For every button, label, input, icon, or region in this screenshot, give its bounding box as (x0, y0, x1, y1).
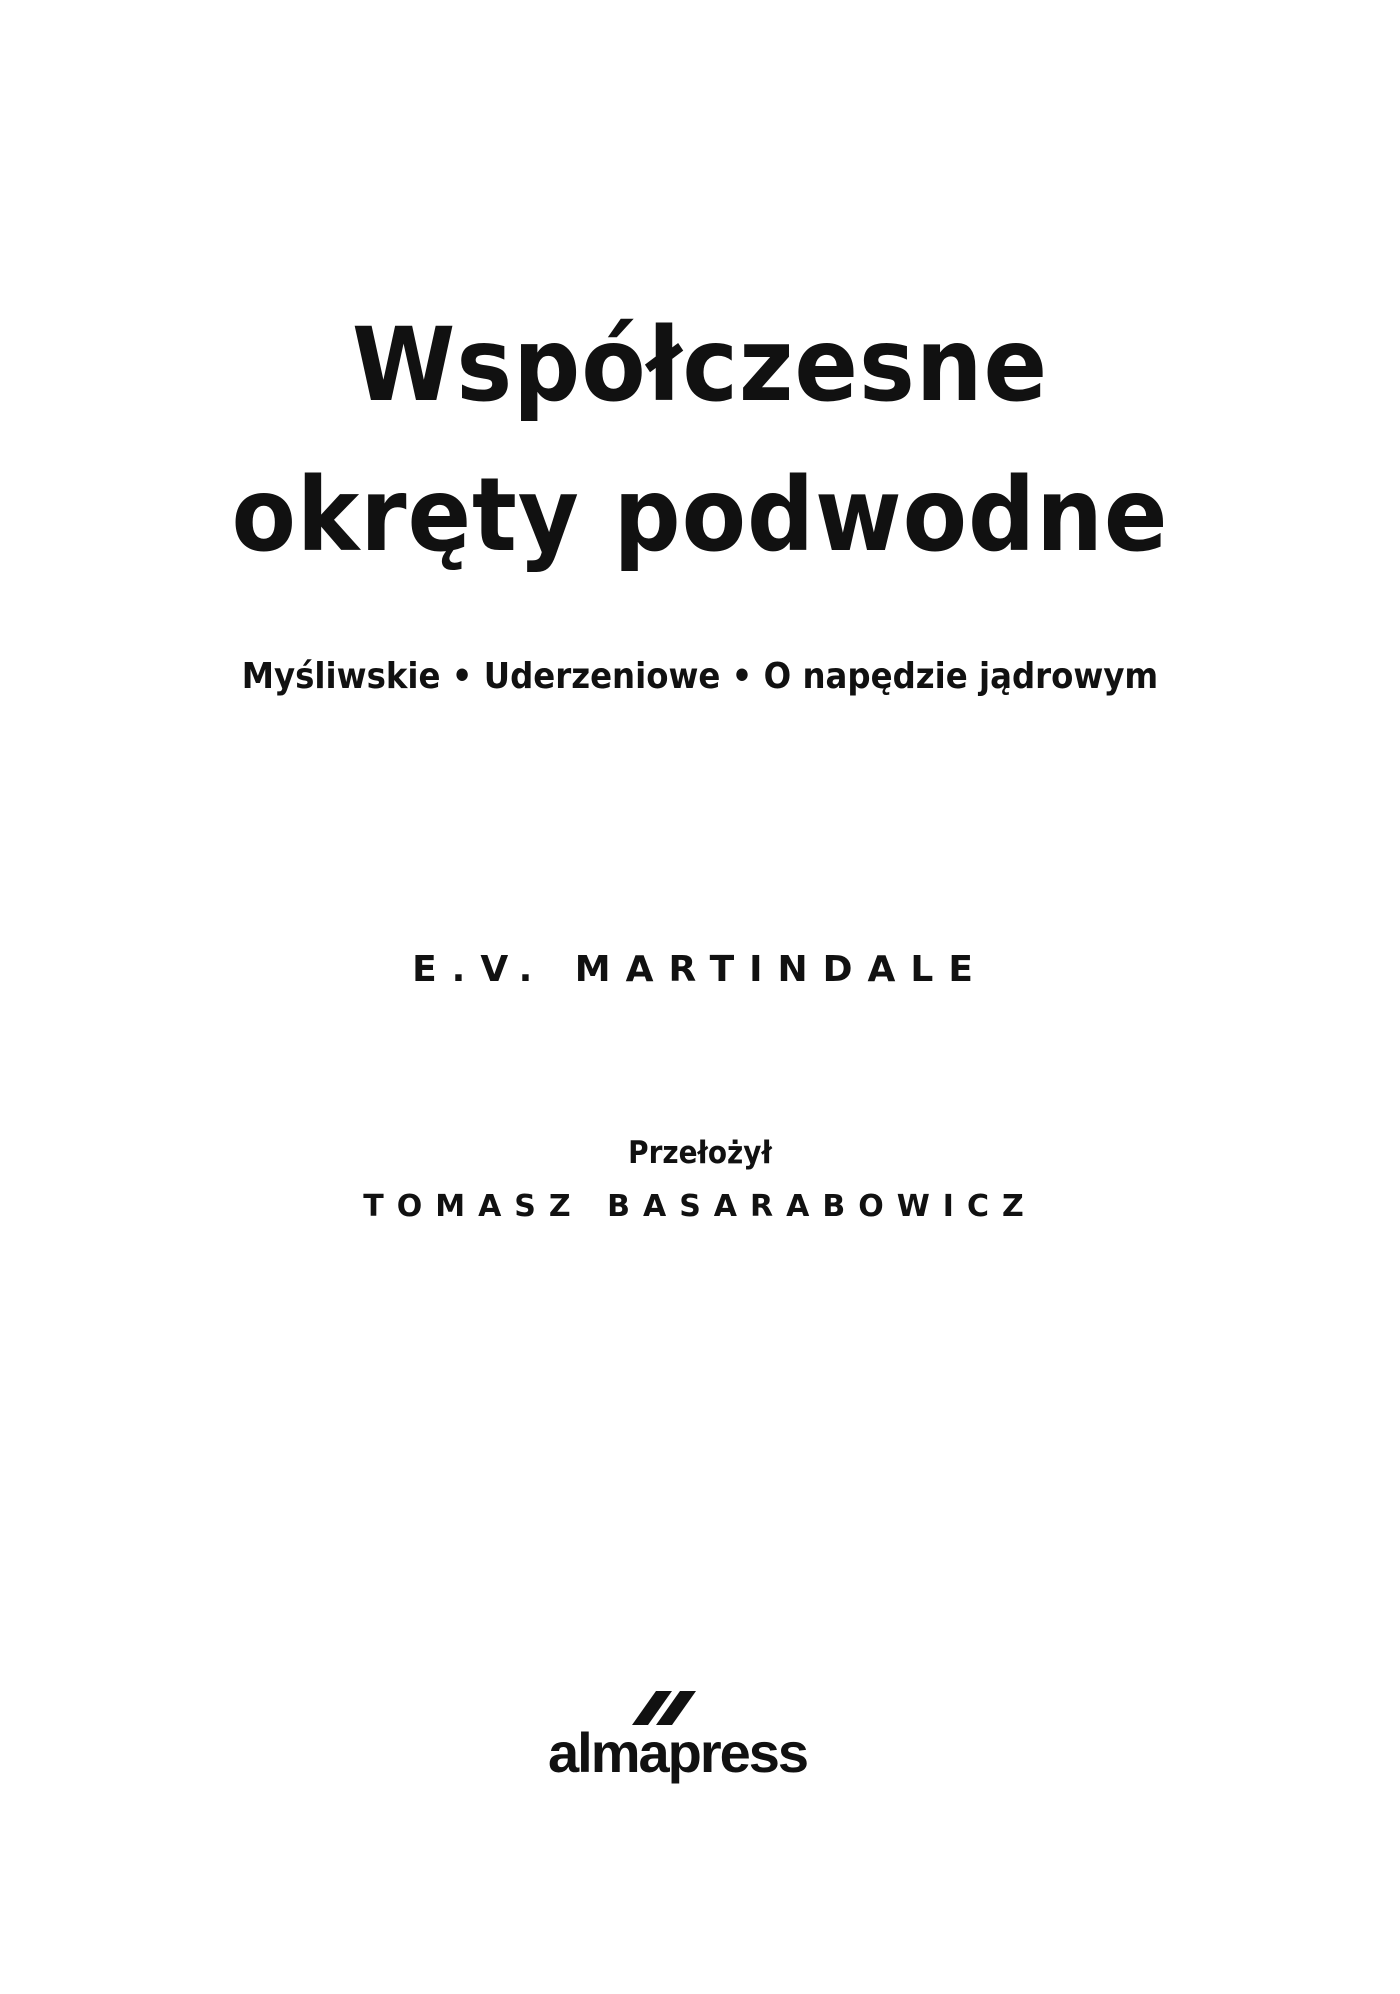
translator-name: TOMASZ BASARABOWICZ (363, 1189, 1037, 1224)
author-name: E.V. MARTINDALE (412, 949, 988, 990)
book-title-line-1: Współczesne (351, 306, 1049, 425)
publisher-logo (548, 1675, 828, 1785)
book-title-line-2: okręty podwodne (231, 456, 1169, 575)
translated-by-label: Przełożył (628, 1135, 772, 1171)
book-subtitle: Myśliwskie • Uderzeniowe • O napędzie jądrowym (241, 656, 1159, 697)
publisher-name: almapress (548, 1721, 808, 1784)
